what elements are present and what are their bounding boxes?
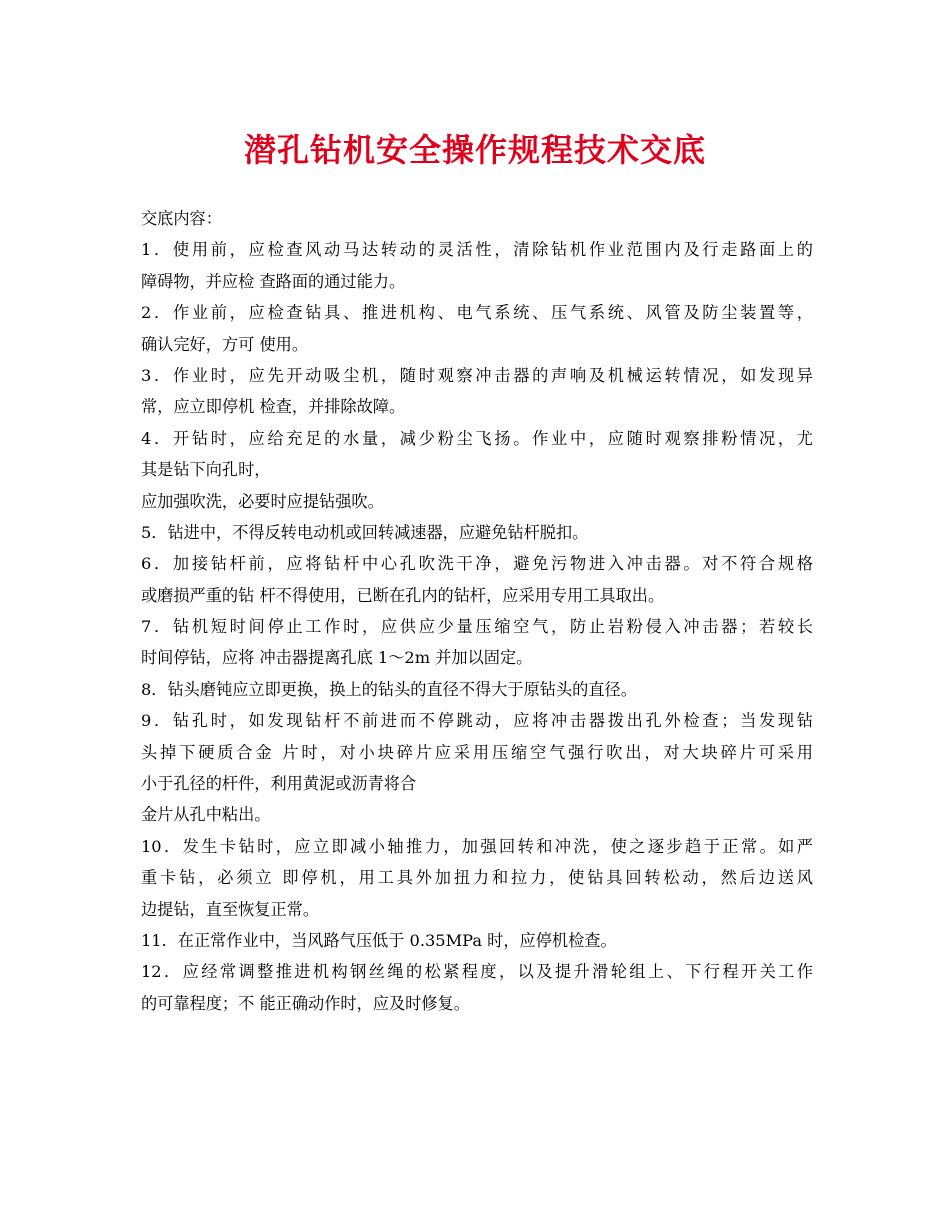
text-line: 应加强吹洗，必要时应提钻强吹。 [141,491,384,511]
text-line: 障碍物，并应检 查路面的通过能力。 [141,271,406,291]
text-line: 的可靠程度；不 能正确动作时，应及时修复。 [141,993,470,1013]
document-body [141,203,813,1019]
text-line: 边提钻，直至恢复正常。 [141,899,320,919]
text-line: 9．钻孔时，如发现钻杆不前进而不停跳动，应将冲击器拨出孔外检查；当发现钻 [141,711,813,731]
text-line: 或磨损严重的钻 杆不得使用，已断在孔内的钻杆，应采用专用工具取出。 [141,585,665,605]
text-line: 小于孔径的杆件，利用黄泥或沥青将合 [141,774,417,794]
text-line: 5．钻进中，不得反转电动机或回转减速器，应避免钻杆脱扣。 [141,522,589,542]
text-line: 6．加接钻杆前，应将钻杆中心孔吹洗干净，避免污物进入冲击器。对不符合规格 [141,554,813,574]
text-line: 其是钻下向孔时， [141,460,271,480]
document-title: 潜孔钻机安全操作规程技术交底 [243,131,706,169]
text-line: 12．应经常调整推进机构钢丝绳的松紧程度，以及提升滑轮组上、下行程开关工作 [141,962,813,982]
text-line: 3．作业时，应先开动吸尘机，随时观察冲击器的声响及机械运转情况，如发现异 [141,365,813,385]
text-line: 交底内容： [141,209,222,228]
text-line: 1．使用前，应检查风动马达转动的灵活性，清除钻机作业范围内及行走路面上的 [141,240,813,260]
text-line: 11．在正常作业中，当风路气压低于 0.35MPa 时，应停机检查。 [141,930,617,950]
text-line: 常，应立即停机 检查，并排除故障。 [141,397,406,417]
text-line: 重卡钻，必须立 即停机，用工具外加扭力和拉力，使钻具回转松动，然后边送风 [141,868,813,888]
text-line: 10．发生卡钻时，应立即减小轴推力，加强回转和冲洗，使之逐步趋于正常。如严 [141,836,813,856]
text-line: 确认完好，方可 使用。 [141,334,309,354]
text-line: 金片从孔中粘出。 [141,805,271,825]
text-line: 7．钻机短时间停止工作时，应供应少量压缩空气，防止岩粉侵入冲击器；若较长 [141,617,813,637]
text-line: 时间停钻，应将 冲击器提离孔底 1～2m 并加以固定。 [141,648,533,668]
text-line: 8．钻头磨钝应立即更换，换上的钻头的直径不得大于原钻头的直径。 [141,679,637,699]
text-line: 4．开钻时，应给充足的水量，减少粉尘飞扬。作业中，应随时观察排粉情况，尤 [141,428,813,448]
text-line: 2．作业前，应检查钻具、推进机构、电气系统、压气系统、风管及防尘装置等， [141,303,813,323]
text-line: 头掉下硬质合金 片时，对小块碎片应采用压缩空气强行吹出，对大块碎片可采用 [141,742,813,762]
